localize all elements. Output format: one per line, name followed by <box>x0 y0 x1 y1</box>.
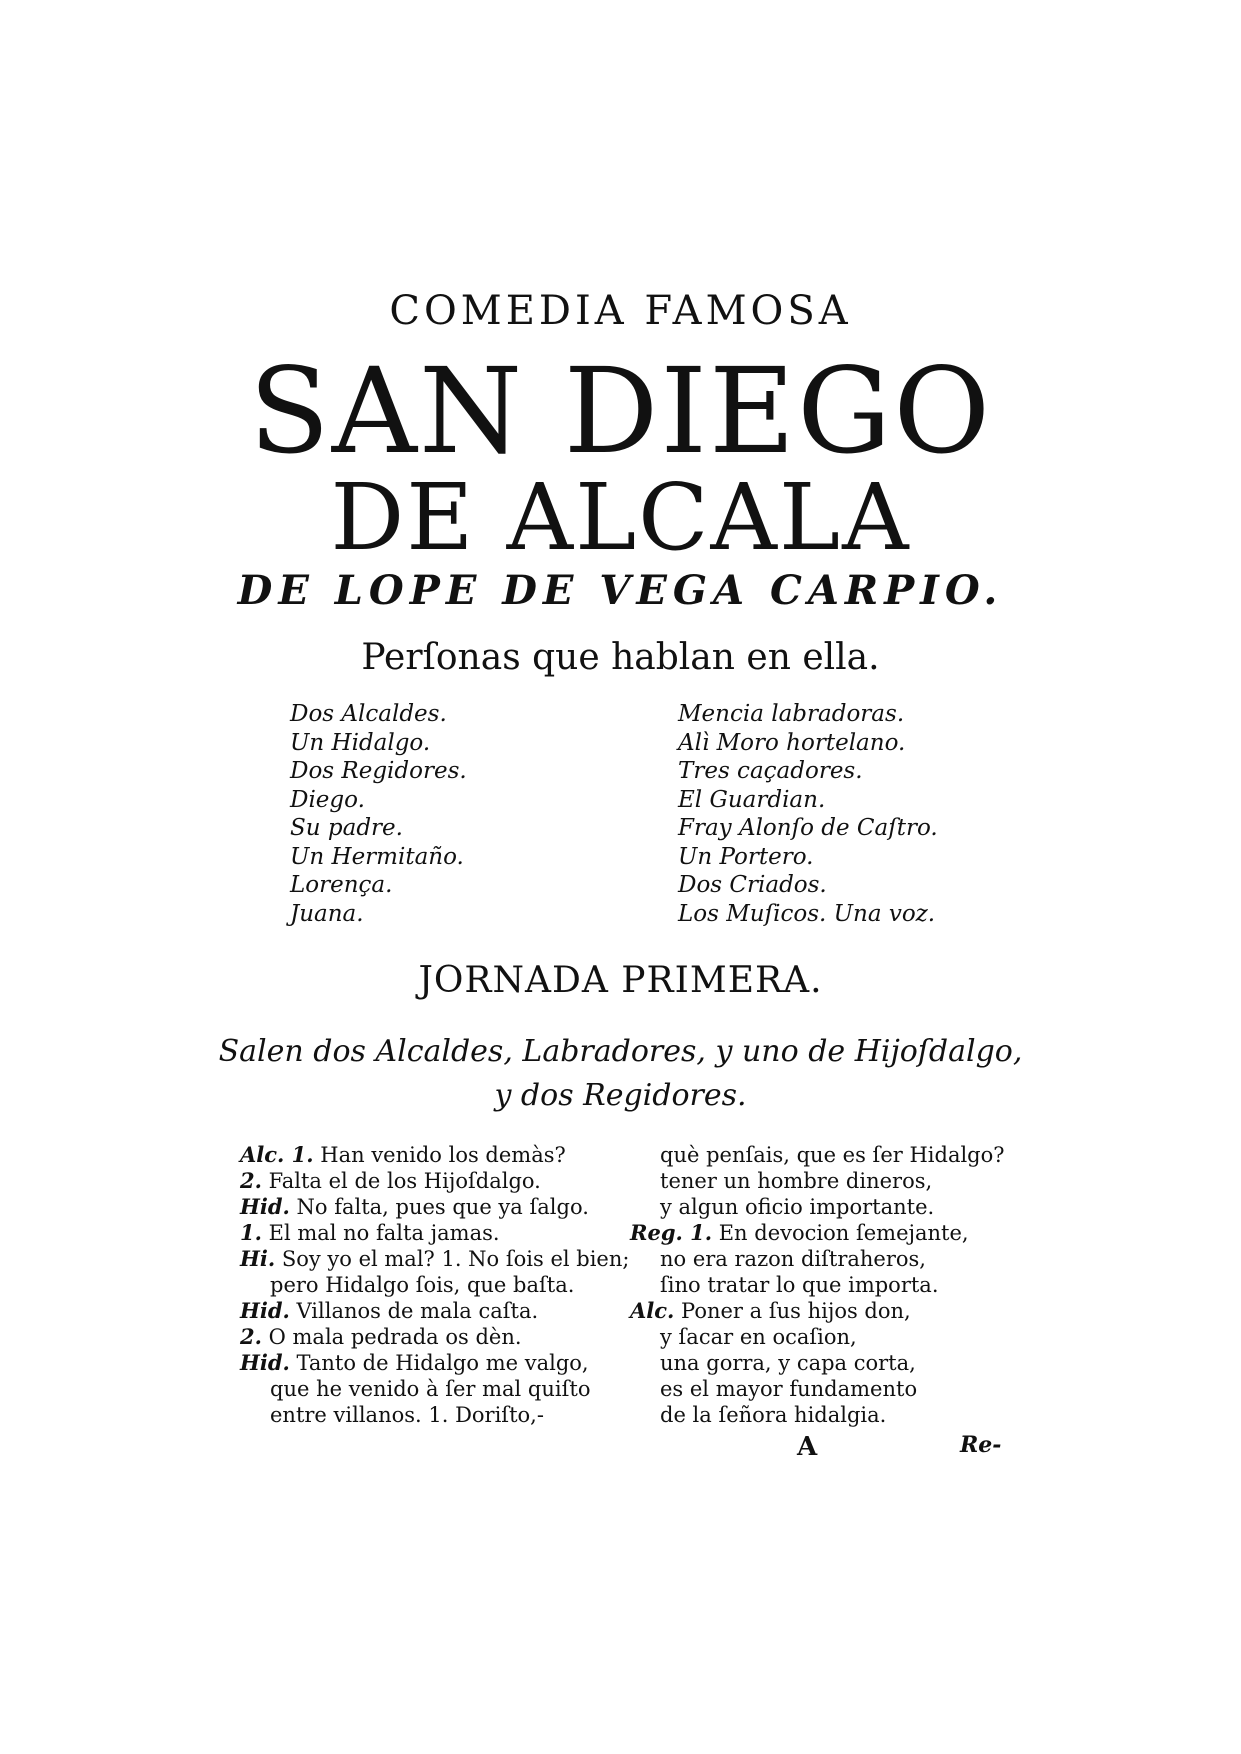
cast-item: Fray Alonſo de Caſtro. <box>678 815 938 841</box>
cast-list-right <box>678 700 938 928</box>
dialogue-line <box>240 1272 629 1298</box>
cast-item: Mencia labradoras. <box>678 701 905 727</box>
verse-text: y ſacar en ocaſion, <box>660 1325 857 1349</box>
dialogue-line <box>630 1168 1005 1194</box>
cast-item: Un Hidalgo. <box>290 729 431 756</box>
speaker-tag: Reg. 1. <box>630 1220 713 1245</box>
verse-text: entre villanos. 1. Doriſto,- <box>270 1403 544 1427</box>
title-line-1: SAN DIEGO <box>248 342 993 480</box>
personas-heading: Perſonas que hablan en ella. <box>361 637 880 678</box>
dialogue-line <box>240 1220 629 1246</box>
cast-item: Los Muſicos. Una voz. <box>678 900 936 927</box>
verse-text: Soy yo el mal? 1. No ſois el bien; <box>275 1247 630 1271</box>
dialogue-line <box>240 1402 629 1428</box>
verse-text: que he venido à ſer mal quiſto <box>270 1377 591 1401</box>
cast-item: Su padre. <box>290 815 403 841</box>
verse-text: tener un hombre dineros, <box>660 1169 933 1193</box>
dialogue-line <box>240 1168 629 1194</box>
dialogue-line <box>630 1220 1005 1246</box>
dialogue-line <box>630 1402 1005 1428</box>
dialogue-line <box>630 1350 1005 1376</box>
verse-text: O mala pedrada os dèn. <box>261 1325 522 1349</box>
stage-direction-line: y dos Regidores. <box>494 1078 747 1113</box>
cast-item: Dos Regidores. <box>290 758 467 784</box>
dialogue-line <box>630 1142 1005 1168</box>
verse-text: Tanto de Hidalgo me valgo, <box>289 1351 589 1375</box>
dialogue-line <box>240 1194 629 1220</box>
verse-text: Poner a ſus hijos don, <box>674 1299 911 1323</box>
dialogue-line <box>240 1324 629 1350</box>
verse-text: una gorra, y capa corta, <box>660 1351 916 1375</box>
dialogue-line <box>630 1272 1005 1298</box>
cast-item: Tres caçadores. <box>678 758 863 784</box>
title-line-2: DE ALCALA <box>330 464 911 571</box>
speaker-tag: Hid. <box>240 1298 290 1323</box>
dialogue-line <box>630 1194 1005 1220</box>
speaker-tag: Hid. <box>240 1194 290 1219</box>
heading-kicker: COMEDIA FAMOSA <box>389 288 852 334</box>
cast-item: Alì Moro hortelano. <box>678 729 906 756</box>
dialogue-line <box>630 1376 1005 1402</box>
verse-text: es el mayor fundamento <box>660 1377 918 1401</box>
dialogue-line <box>630 1324 1005 1350</box>
cast-list-left <box>290 700 467 928</box>
verse-text: pero Hidalgo ſois, que baſta. <box>270 1273 575 1297</box>
cast-item: Diego. <box>290 786 365 813</box>
verse-text: ſino tratar lo que importa. <box>660 1273 939 1297</box>
verse-text: y algun oficio importante. <box>660 1195 935 1219</box>
dialogue-line <box>630 1246 1005 1272</box>
cast-item: El Guardian. <box>678 786 826 813</box>
author-line: DE LOPE DE VEGA CARPIO. <box>237 567 1004 614</box>
speaker-tag: Alc. 1. <box>240 1142 314 1167</box>
cast-item: Juana. <box>290 900 364 927</box>
cast-item: Un Portero. <box>678 843 814 870</box>
verse-text: de la ſeñora hidalgia. <box>660 1403 887 1427</box>
dialogue-line <box>240 1298 629 1324</box>
cast-item: Lorença. <box>290 872 393 898</box>
dialogue-column-right <box>630 1142 1005 1428</box>
verse-text: No falta, pues que ya ſalgo. <box>289 1195 589 1219</box>
verse-text: Han venido los demàs? <box>313 1143 566 1167</box>
verse-text: Falta el de los Hijoſdalgo. <box>261 1169 541 1193</box>
dialogue-line <box>240 1246 629 1272</box>
cast-item: Un Hermitaño. <box>290 843 464 870</box>
act-heading: JORNADA PRIMERA. <box>418 960 823 1001</box>
speaker-tag: 2. <box>240 1168 262 1193</box>
verse-text: El mal no falta jamas. <box>261 1221 500 1245</box>
speaker-tag: Alc. <box>630 1298 675 1323</box>
dialogue-line <box>240 1376 629 1402</box>
speaker-tag: Hi. <box>240 1246 276 1271</box>
speaker-tag: Hid. <box>240 1350 290 1375</box>
verse-text: què penſais, que es ſer Hidalgo? <box>660 1143 1005 1167</box>
dialogue-line <box>630 1298 1005 1324</box>
speaker-tag: 2. <box>240 1324 262 1349</box>
speaker-tag: 1. <box>240 1220 262 1245</box>
verse-text: no era razon diſtraheros, <box>660 1247 926 1271</box>
dialogue-line <box>240 1350 629 1376</box>
stage-direction <box>0 1030 1241 1118</box>
cast-item: Dos Alcaldes. <box>290 701 447 727</box>
dialogue-line <box>240 1142 629 1168</box>
dialogue-column-left <box>240 1142 629 1428</box>
signature-mark: A <box>797 1432 818 1462</box>
verse-text: Villanos de mala caſta. <box>289 1299 539 1323</box>
verse-text: En devocion ſemejante, <box>712 1221 969 1245</box>
cast-item: Dos Criados. <box>678 872 827 898</box>
catchword: Re- <box>960 1432 1002 1458</box>
stage-direction-line: Salen dos Alcaldes, Labradores, y uno de Hijoſdalgo, <box>218 1034 1023 1069</box>
